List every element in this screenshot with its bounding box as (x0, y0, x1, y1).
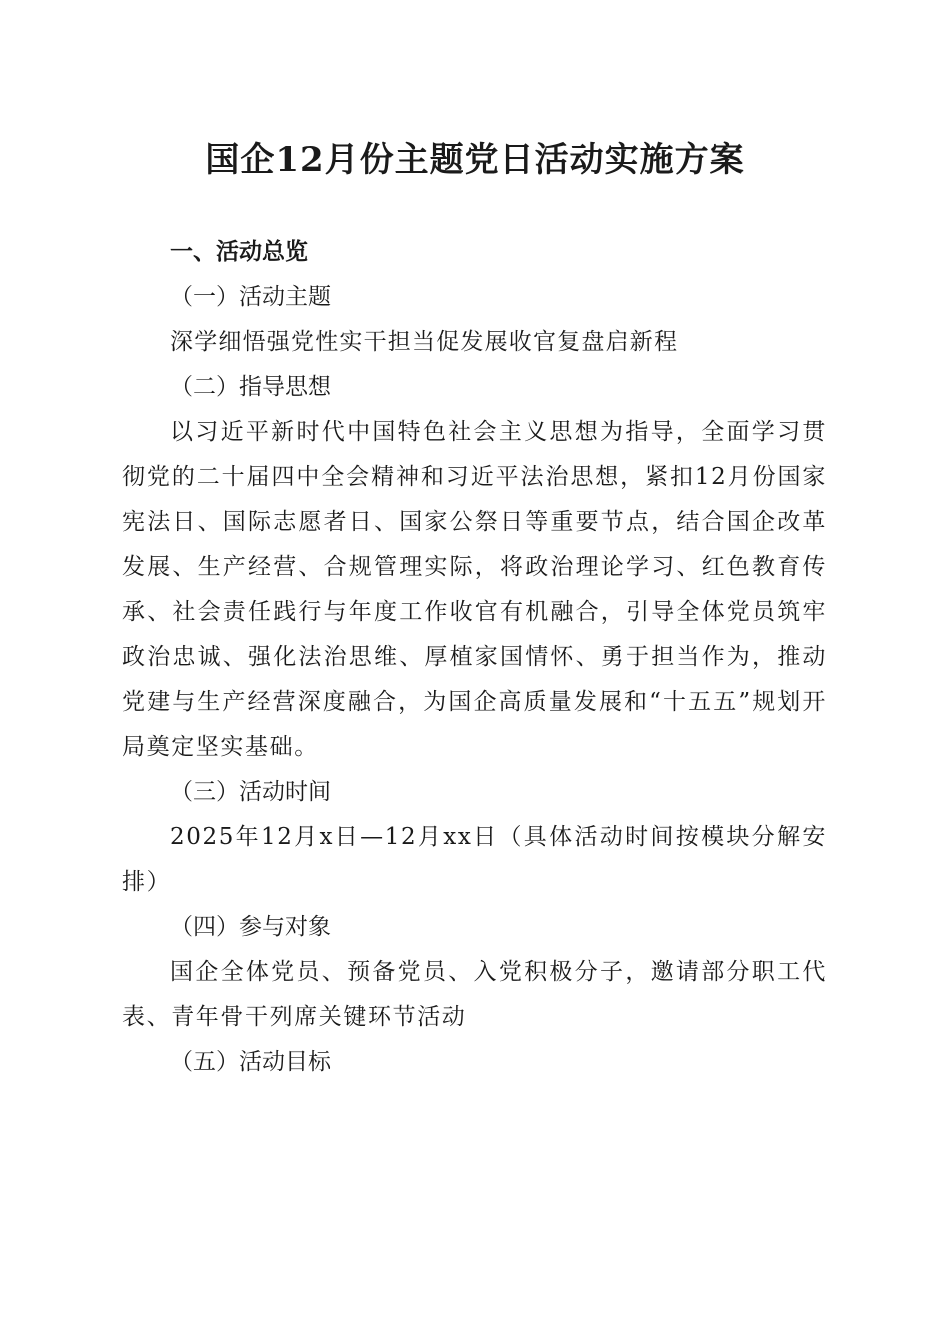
paragraph-participants: 国企全体党员、预备党员、入党积极分子，邀请部分职工代表、青年骨干列席关键环节活动 (122, 959, 827, 1030)
subheading-activity-goals: （五）活动目标 (170, 1049, 331, 1075)
document-body (122, 230, 827, 1085)
subheading-activity-time: （三）活动时间 (170, 779, 331, 805)
paragraph-activity-theme: 深学细悟强党性实干担当促发展收官复盘启新程 (170, 329, 679, 355)
subheading-guiding-ideology: （二）指导思想 (170, 374, 331, 400)
subheading-activity-theme: （一）活动主题 (170, 284, 331, 310)
section-heading-overview: 一、活动总览 (170, 239, 308, 265)
subheading-participants: （四）参与对象 (170, 914, 331, 940)
paragraph-guiding-ideology: 以习近平新时代中国特色社会主义思想为指导，全面学习贯彻党的二十届四中全会精神和习近平法治思想，紧扣12月份国家宪法日、国际志愿者日、国家公祭日等重要节点，结合国企改革发展、生产经营、合规管理实际，将政治理论学习、红色教育传承、社会责任践行与年度工作收官有机融合，引导全体党员筑牢政治忠诚、强化法治思维、厚植家国情怀、勇于担当作为，推动党建与生产经营深度融合，为国企高质量发展和“十五五”规划开局奠定坚实基础。 (122, 419, 827, 760)
document-title: 国企12月份主题党日活动实施方案 (205, 140, 745, 180)
paragraph-activity-time: 2025年12月x日—12月xx日（具体活动时间按模块分解安排） (122, 824, 827, 895)
